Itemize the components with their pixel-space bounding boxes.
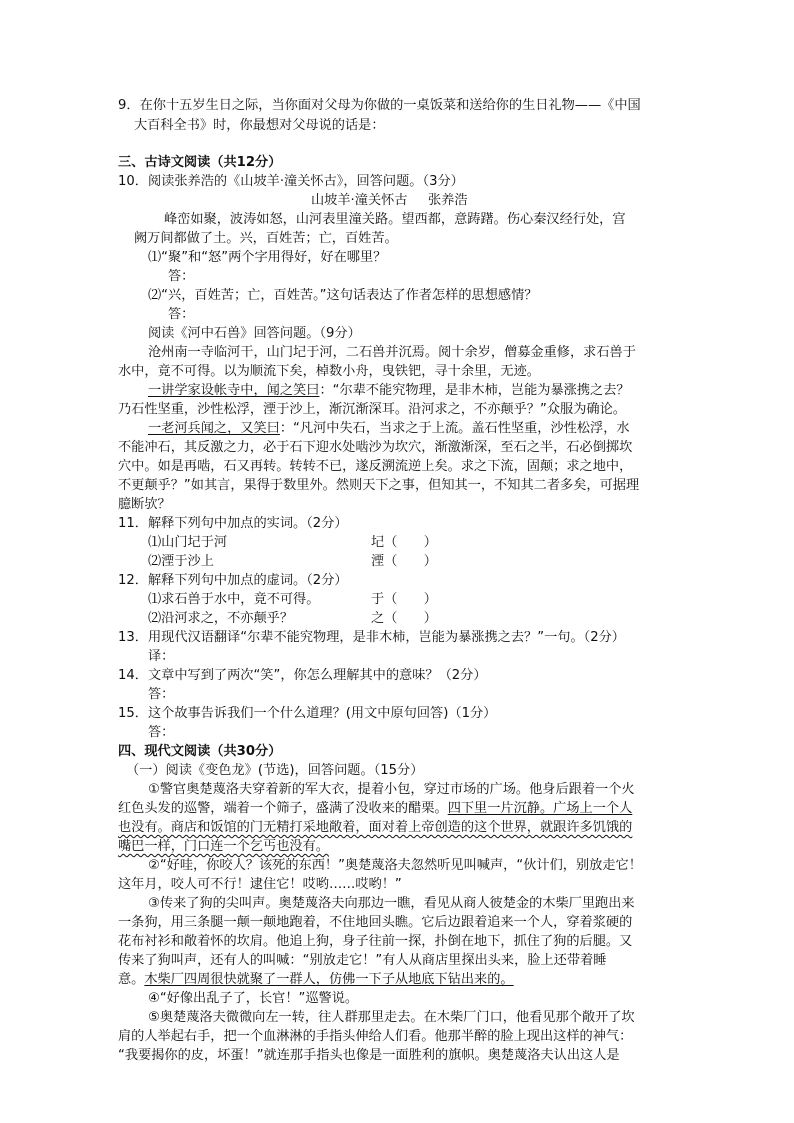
story-s1-line1: ①警官奥楚蔑洛夫穿着新的军大衣，提着小包，穿过市场的广场。他身后跟着一个火 — [148, 782, 635, 797]
story-s1-line4 — [118, 837, 329, 856]
wavy-underlined-sentence: 嘴巴一样，门口连一个乞丐也没有。 — [118, 839, 329, 854]
q12-item-b-blank: 之（ ） — [371, 611, 437, 626]
passage-p3-line4: 不更颠乎？”如其言，果得于数里外。然则天下之事，但知其一，不知其二者多矣，可据理 — [118, 478, 640, 493]
q11-item-b-blank: 湮（ ） — [371, 554, 437, 569]
q10-answer2: 答： — [168, 307, 195, 322]
q11-item-a: ⑴山门圮于河 — [148, 535, 228, 550]
q13-answer: 译： — [148, 649, 175, 664]
q15-answer: 答： — [148, 725, 175, 740]
story-s5-line1: ⑤奥楚蔑洛夫微微向左一转，往人群那里走去。在木柴厂门口，他看见那个敞开了坎 — [148, 1010, 635, 1025]
story-s3-line3: 花布衬衫和敞着怀的坎肩。他追上狗，身子往前一探，扑倒在地下，抓住了狗的后腿。又 — [118, 934, 633, 949]
q12: 12．解释下列句中加点的虚词。（2分） — [118, 573, 348, 588]
q11-item-a-blank: 圮（ ） — [371, 535, 437, 550]
q14: 14．文章中写到了两次“笑”，你怎么理解其中的意味？（2分） — [118, 668, 487, 683]
q10-intro: 10．阅读张养浩的《山坡羊·潼关怀古》，回答问题。（3分） — [118, 174, 464, 189]
q13: 13．用现代汉语翻译“尔辈不能究物理，是非木柿，岂能为暴涨携之去？”一句。（2分） — [118, 630, 625, 645]
passage-p2-line2: 乃石性坚重，沙性松浮，湮于沙上，渐沉渐深耳。沿河求之，不亦颠乎？”众服为确论。 — [118, 402, 626, 417]
q11-item-b: ⑵湮于沙上 — [148, 554, 214, 569]
passage-p3-line2: 不能冲石，其反激之力，必于石下迎水处啮沙为坎穴，渐激渐深，至石之半，石必倒掷坎 — [118, 440, 633, 455]
section3-heading: 三、古诗文阅读（共12分） — [118, 155, 282, 170]
wavy-underlined-sentence: 也没有。商店和饭馆的门无精打采地敞着，面对着上帝创造的这个世界，就跟许多饥饿的 — [118, 820, 633, 835]
story-s3-line4: 传来了狗叫声，还有人的叫喊：“别放走它！”有人从商店里探出头来，脸上还带着睡 — [118, 953, 607, 968]
q15: 15．这个故事告诉我们一个什么道理？(用文中原句回答)（1分） — [118, 706, 497, 721]
story-s3-line2: 一条狗，用三条腿一颠一颠地跑着，不住地回头瞧。它后边跟着追来一个人，穿着浆硬的 — [118, 915, 633, 930]
q10-sub2: ⑵“兴，百姓苦；亡，百姓苦。”这句话表达了作者怎样的思想感情？ — [148, 288, 538, 303]
passage-p2-line1: 一讲学家设帐寺中，闻之笑曰：“尔辈不能究物理，是非木柿，岂能为暴涨携之去？ — [148, 383, 630, 398]
passage-p1-line1: 沧州南一寺临河干，山门圮于河，二石兽并沉焉。阅十余岁，僧募金重修，求石兽于 — [148, 345, 636, 360]
poem-author: 张养浩 — [428, 193, 468, 208]
q12-item-a-blank: 于（ ） — [371, 592, 437, 607]
underlined-phrase: 一老河兵闻之，又笑曰 — [148, 421, 280, 436]
story-s2-line1: ②“好哇，你咬人？该死的东西！”奥楚蔑洛夫忽然听见叫喊声，“伙计们，别放走它！ — [148, 858, 642, 873]
story-s3-line1: ③传来了狗的尖叫声。奥楚蔑洛夫向那边一瞧，看见从商人彼楚金的木柴厂里跑出来 — [148, 896, 635, 911]
q9-line1: 9．在你十五岁生日之际，当你面对父母为你做的一桌饭菜和送给你的生日礼物——《中国 — [118, 98, 641, 113]
passage-p3-line3: 穴中。如是再啮，石又再转。转转不已，遂反溯流逆上矣。求之下流，固颠；求之地中， — [118, 459, 633, 474]
story-s5-line3: “我要揭你的皮，坏蛋！”就连那手指头也像是一面胜利的旗帜。奥楚蔑洛夫认出这人是 — [118, 1048, 620, 1063]
section4-heading: 四、现代文阅读（共30分） — [118, 744, 282, 759]
story-s2-line2: 这年月，咬人可不行！逮住它！哎哟……哎哟！” — [118, 877, 402, 892]
poem-title: 山坡羊·潼关怀古 — [311, 193, 408, 208]
passage-p1-line2: 水中，竟不可得。以为顺流下矣，棹数小舟，曳铁钯，寻十余里，无迹。 — [118, 364, 540, 379]
story-s1-line3 — [118, 818, 632, 837]
underlined-phrase: 一讲学家设帐寺中，闻之笑曰 — [148, 383, 320, 398]
section4-part1: （一）阅读《变色龙》(节选)，回答问题。（15分） — [126, 763, 424, 778]
story-s3-line5: 意。木柴厂四周很快就聚了一群人，仿佛一下子从地底下钻出来的。 — [118, 972, 514, 987]
q12-item-a: ⑴求石兽于水中，竟不可得。 — [148, 592, 320, 607]
story-s4-line1: ④“好像出乱子了，长官！”巡警说。 — [148, 991, 359, 1006]
q9-line2: 大百科全书》时，你最想对父母说的话是： — [134, 118, 385, 133]
q10-answer1: 答： — [168, 269, 195, 284]
story-s1-line2: 红色头发的巡警，端着一个筛子，盛满了没收来的醋栗。四下里一片沉静。广场上一个人 — [118, 801, 633, 816]
underlined-sentence: 木柴厂四周很快就聚了一群人，仿佛一下子从地底下钻出来的。 — [144, 972, 514, 987]
q14-answer: 答： — [148, 687, 175, 702]
underlined-sentence: 四下里一片沉静。广场上一个人 — [447, 801, 633, 816]
reading2-intro: 阅读《河中石兽》回答问题。（9分） — [148, 326, 361, 341]
q12-item-b: ⑵沿河求之，不亦颠乎？ — [148, 611, 294, 626]
poem-line2: 阙万间都做了土。兴，百姓苦；亡，百姓苦。 — [134, 231, 398, 246]
poem-line1: 峰峦如聚，波涛如怒，山河表里潼关路。望西都，意踌躇。伤心秦汉经行处，宫 — [164, 212, 626, 227]
story-s5-line2: 肩的人举起右手，把一个血淋淋的手指头伸给人们看。他那半醉的脸上现出这样的神气： — [118, 1029, 633, 1044]
passage-p3-line5: 臆断欤？ — [118, 497, 171, 512]
passage-p3-line1: 一老河兵闻之，又笑曰：“凡河中失石，当求之于上流。盖石性坚重，沙性松浮，水 — [148, 421, 630, 436]
q11: 11．解释下列句中加点的实词。（2分） — [118, 516, 348, 531]
q10-sub1: ⑴“聚”和“怒”两个字用得好，好在哪里？ — [148, 250, 387, 265]
